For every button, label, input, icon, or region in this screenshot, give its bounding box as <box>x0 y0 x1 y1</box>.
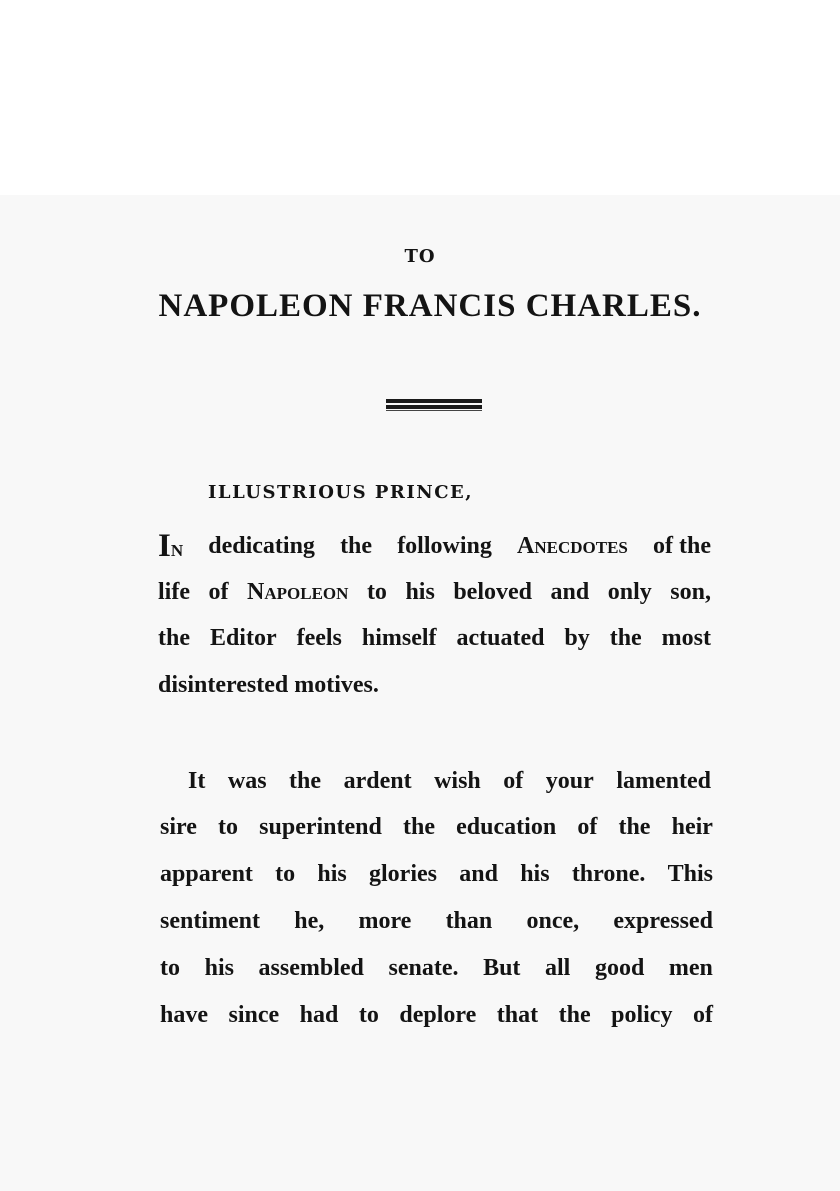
word: policy <box>611 1002 673 1028</box>
paragraph1-line-3 <box>158 623 711 653</box>
word: and <box>459 861 498 887</box>
word: of <box>208 579 229 605</box>
word: than <box>445 908 493 934</box>
word: beloved <box>453 579 532 605</box>
word: n <box>170 536 184 562</box>
word: the <box>618 814 651 840</box>
word: that <box>496 1002 539 1028</box>
word: of <box>692 1002 713 1028</box>
word: assembled <box>258 955 364 981</box>
paragraph2-line-4 <box>160 906 713 936</box>
word: heir <box>671 814 713 840</box>
word: senate. <box>388 955 459 981</box>
paragraph1-line-2 <box>158 577 711 607</box>
word: once, <box>526 908 580 934</box>
word: to <box>366 579 387 605</box>
word: most <box>661 625 711 651</box>
word: all <box>545 955 571 981</box>
word: It <box>188 768 206 794</box>
word: his <box>405 579 435 605</box>
dedication-recipient: NAPOLEON FRANCIS CHARLES. <box>158 288 702 324</box>
word: only <box>607 579 652 605</box>
word: the <box>289 768 322 794</box>
word: glories <box>369 861 437 887</box>
word: son, <box>670 579 711 605</box>
word: to <box>218 814 239 840</box>
word: life <box>158 579 190 605</box>
word: have <box>160 1002 208 1028</box>
word: was <box>227 768 267 794</box>
word: superintend <box>259 814 382 840</box>
word: the <box>558 1002 591 1028</box>
word: the <box>340 533 373 559</box>
word: lamented <box>616 768 711 794</box>
word: since <box>228 1002 280 1028</box>
word: your <box>545 768 594 794</box>
paragraph2-line-5 <box>160 953 713 983</box>
dedication-to: TO <box>404 246 436 267</box>
word: good <box>594 955 645 981</box>
word: of the <box>652 533 711 559</box>
word: But <box>483 955 521 981</box>
paragraph2-line-2 <box>160 812 713 842</box>
word: to <box>160 955 180 981</box>
word: the <box>609 625 642 651</box>
word: himself <box>361 625 437 651</box>
word: feels <box>296 625 342 651</box>
word: the <box>403 814 436 840</box>
word: following <box>397 533 492 559</box>
ornamental-rule-bottom <box>386 410 482 411</box>
word: and <box>550 579 590 605</box>
drop-initial: I <box>158 528 171 564</box>
word: This <box>667 861 713 887</box>
salutation: ILLUSTRIOUS PRINCE, <box>208 482 474 503</box>
word: to <box>275 861 296 887</box>
word: sire <box>160 814 197 840</box>
paragraph2-line-1 <box>188 766 711 796</box>
word: his <box>204 955 234 981</box>
word: Anecdotes <box>517 533 628 559</box>
word: his <box>317 861 347 887</box>
word: sentiment <box>160 908 260 934</box>
word: more <box>358 908 412 934</box>
word: ardent <box>343 768 412 794</box>
word: education <box>456 814 557 840</box>
word: expressed <box>613 908 713 934</box>
ornamental-rule-top <box>386 399 482 403</box>
word: throne. <box>571 861 646 887</box>
word: disinterested <box>158 672 289 698</box>
word: men <box>668 955 713 981</box>
word: the <box>158 625 190 651</box>
ornamental-rule-middle <box>386 405 482 409</box>
word: motives. <box>294 672 379 698</box>
paragraph2-line-3 <box>160 859 713 889</box>
word: to <box>358 1002 379 1028</box>
word: dedicating <box>208 533 315 559</box>
word: Napoleon <box>247 579 349 605</box>
paragraph1-line-4 <box>158 670 711 700</box>
word: deplore <box>399 1002 477 1028</box>
word: apparent <box>160 861 253 887</box>
word: by <box>564 625 590 651</box>
word: of <box>577 814 598 840</box>
word: had <box>299 1002 339 1028</box>
word: wish <box>434 768 481 794</box>
word: his <box>520 861 550 887</box>
paragraph1-line-1 <box>158 528 711 564</box>
word: actuated <box>456 625 545 651</box>
paragraph2-line-6 <box>160 1000 713 1030</box>
word: Editor <box>209 625 277 651</box>
word: of <box>503 768 524 794</box>
word: he, <box>294 908 325 934</box>
word <box>158 528 184 564</box>
